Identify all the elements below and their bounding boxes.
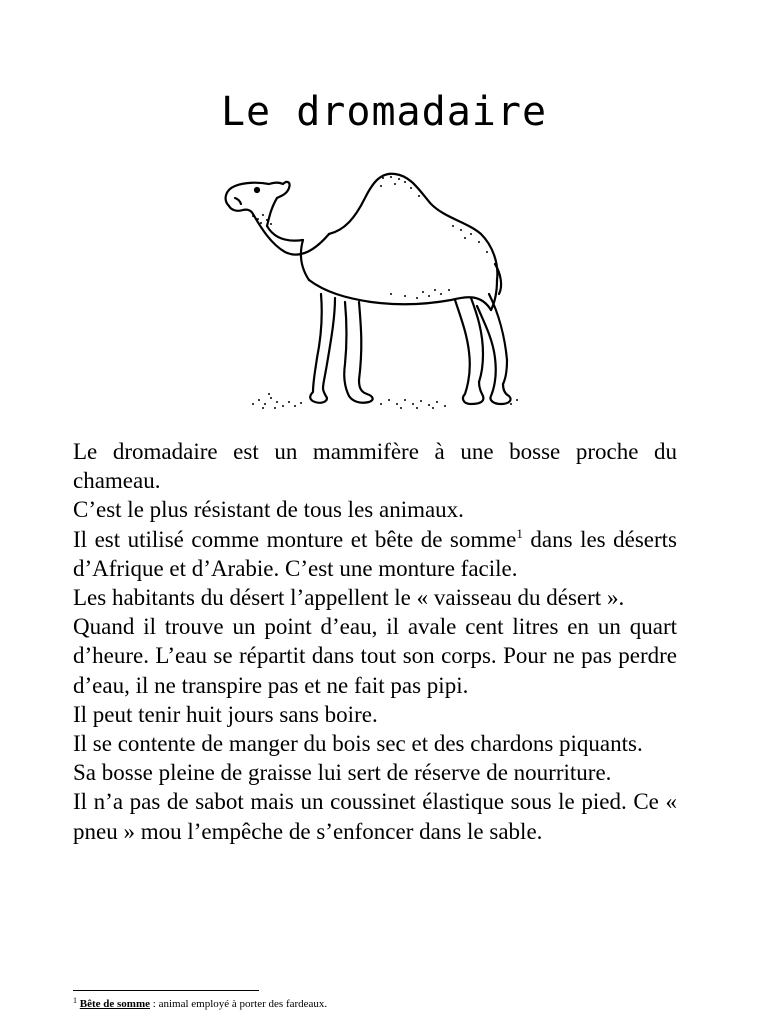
paragraph: Quand il trouve un point d’eau, il avale cent litres en un quart d’heure. L’eau se répartit dans tout son corps. Pour ne pas perdre d’eau, il ne transpire pas et ne fait pas pipi. — [73, 614, 677, 698]
footnote-number: 1 — [73, 996, 77, 1005]
footnote — [73, 997, 693, 1011]
camel-illustration — [205, 168, 525, 416]
paragraph: Il n’a pas de sabot mais un coussinet élastique sous le pied. Ce « pneu » mou l’empêche de s’enfoncer dans le sable. — [73, 789, 677, 844]
footnote-term: Bête de somme — [79, 998, 151, 1010]
footnote-separator — [73, 990, 259, 991]
paragraph: Sa bosse pleine de graisse lui sert de réserve de nourriture. — [73, 760, 612, 786]
footnote-definition: : animal employé à porter des fardeaux. — [150, 998, 328, 1010]
paragraph: Le dromadaire est un mammifère à une bosse proche du chameau. — [73, 439, 677, 494]
paragraph: C’est le plus résistant de tous les animaux. — [73, 497, 464, 523]
paragraph: Les habitants du désert l’appellent le « vaisseau du désert ». — [73, 585, 625, 611]
paragraph: Il se contente de manger du bois sec et des chardons piquants. — [73, 731, 643, 757]
body-text — [73, 437, 677, 846]
paragraph: Il est utilisé comme monture et bête de somme$^1$ dans les déserts d’Afrique et d’Arabie. C’est une monture facile. — [73, 525, 678, 581]
footnote-marker: 1 — [516, 525, 523, 541]
paragraph: Il peut tenir huit jours sans boire. — [73, 701, 378, 727]
page-title: Le dromadaire — [220, 89, 548, 135]
